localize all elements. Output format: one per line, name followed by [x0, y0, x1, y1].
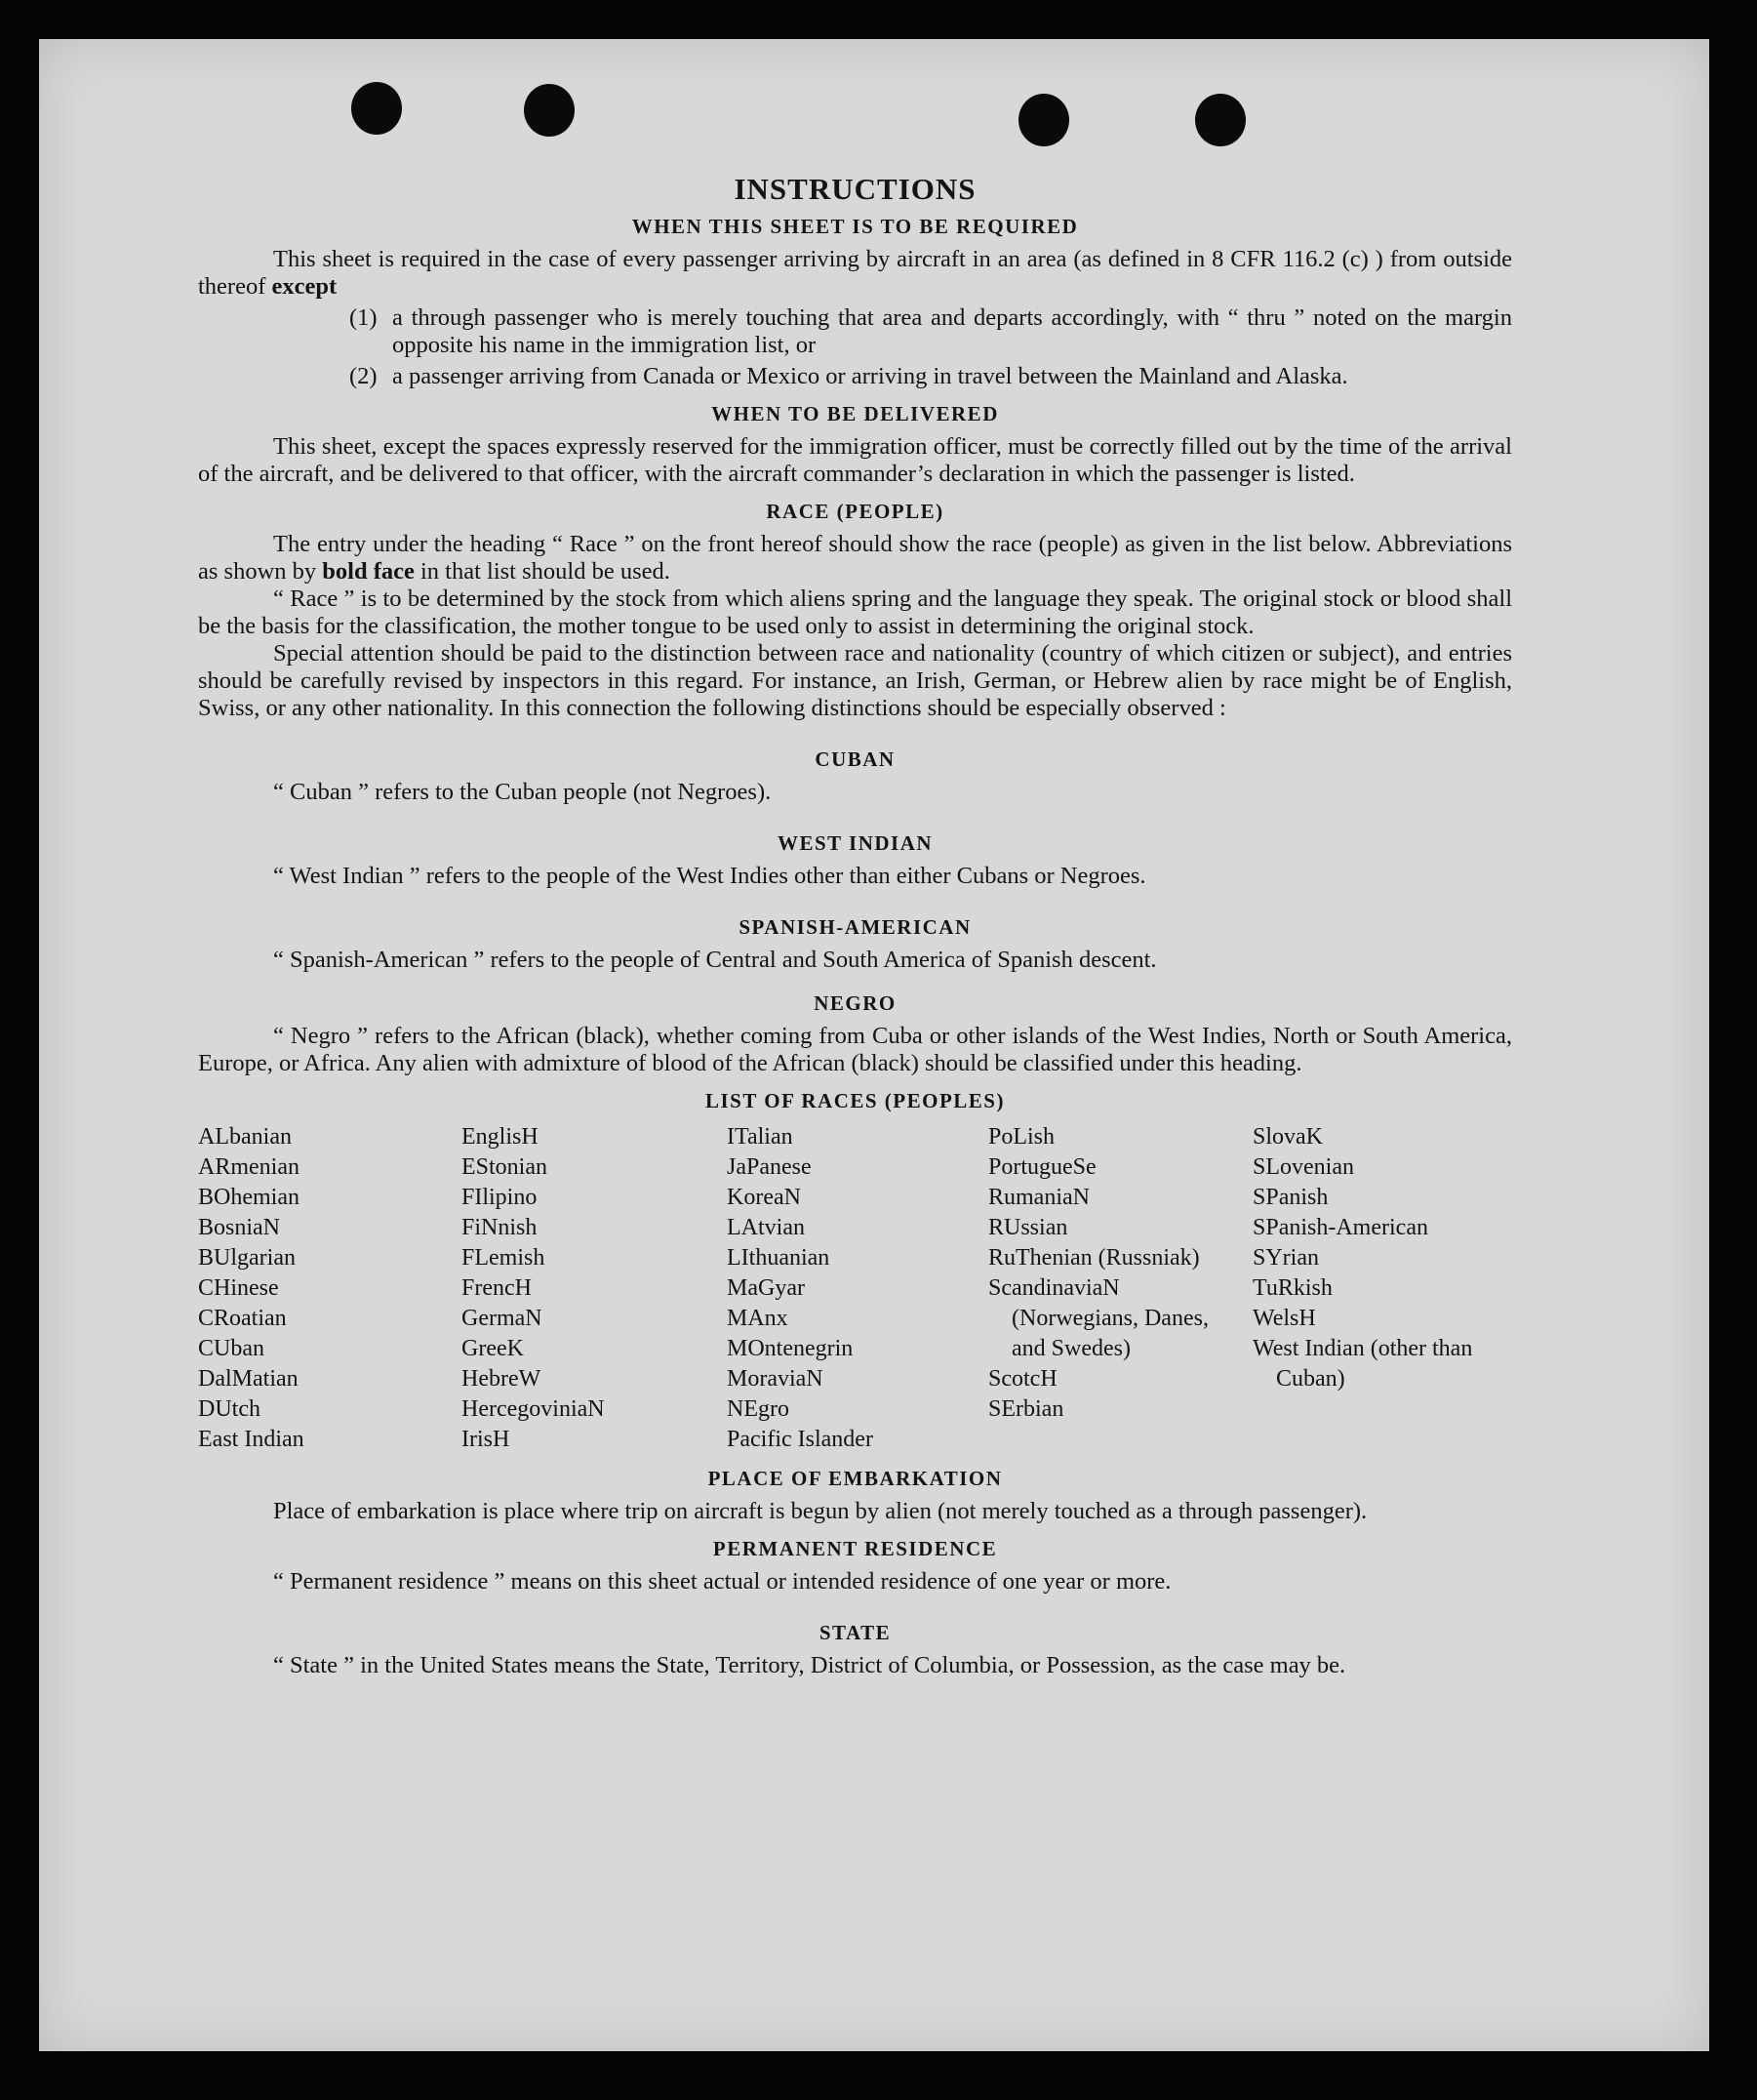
- section-heading-embarkation: PLACE OF EMBARKATION: [707, 1467, 1003, 1490]
- races-column: [1253, 1122, 1512, 1455]
- paragraph-when-required: [198, 246, 1512, 301]
- race-entry: KoreaN: [727, 1185, 801, 1210]
- paragraph-race-3: Special attention should be paid to the distinction between race and nationality (country of which citizen or subject), and entries should be carefully revised by inspectors in this regard. For instance, an Irish, German, or Hebrew alien by race might be of English, Swiss, or any other nationality. In this connection the following distinctions should be especially observed :: [198, 640, 1512, 721]
- paragraph-text: in that list should be used.: [419, 558, 670, 585]
- section-heading-list-of-races: LIST OF RACES (PEOPLES): [705, 1089, 1005, 1112]
- section-heading-race: RACE (PEOPLE): [766, 500, 944, 523]
- paragraph-race-2: “ Race ” is to be determined by the stock from which aliens spring and the language they speak. The original stock or blood shall be the basis for the classification, the mother tongue to be used only to assist in determining the original stock.: [198, 586, 1512, 639]
- race-entry: BosniaN: [198, 1215, 280, 1240]
- race-entry: RumaniaN: [988, 1185, 1090, 1210]
- race-entry: MOntenegrin: [727, 1336, 854, 1361]
- section-heading-when-delivered: WHEN TO BE DELIVERED: [711, 402, 999, 425]
- paragraph-negro: “ Negro ” refers to the African (black), whether coming from Cuba or other islands of the West Indies, North or South America, Europe, or Africa. Any alien with admixture of blood of the African (black) should be classified under this heading.: [198, 1023, 1512, 1076]
- punch-hole: [524, 84, 575, 137]
- race-entry: FiNnish: [461, 1215, 538, 1240]
- race-entry: ScandinaviaN (Norwegians, Danes, and Swedes): [988, 1275, 1209, 1361]
- race-entry: SYrian: [1253, 1245, 1319, 1271]
- race-entry: RuThenian (Russniak): [988, 1245, 1200, 1271]
- races-table: [198, 1122, 1512, 1455]
- race-entry: FLemish: [461, 1245, 545, 1271]
- race-entry: BUlgarian: [198, 1245, 296, 1271]
- section-heading-negro: NEGRO: [814, 991, 897, 1015]
- race-entry: MAnx: [727, 1306, 788, 1331]
- race-entry: East Indian: [198, 1427, 304, 1452]
- race-entry: BOhemian: [198, 1185, 299, 1210]
- paragraph-when-delivered: This sheet, except the spaces expressly reserved for the immigration officer, must be correctly filled out by the time of the arrival of the aircraft, and be delivered to that officer, with the aircraft commander’s declaration in which the passenger is listed.: [198, 433, 1512, 487]
- race-entry: West Indian (other than Cuban): [1253, 1336, 1473, 1392]
- race-entry: SErbian: [988, 1396, 1064, 1422]
- section-heading-state: STATE: [819, 1621, 892, 1644]
- race-entry: ALbanian: [198, 1124, 292, 1150]
- race-entry: LAtvian: [727, 1215, 805, 1240]
- race-entry: EnglisH: [461, 1124, 539, 1150]
- race-entry: CUban: [198, 1336, 264, 1361]
- section-heading-cuban: CUBAN: [815, 747, 896, 771]
- list-item: [349, 363, 1512, 390]
- race-entry: IrisH: [461, 1427, 510, 1452]
- item-text: a through passenger who is merely touching that area and departs accordingly, with “ thru ” noted on the margin opposite his name in the immigration list, or: [392, 304, 1512, 358]
- punch-hole: [1195, 94, 1246, 146]
- races-column: [727, 1122, 988, 1455]
- item-text: a passenger arriving from Canada or Mexico or arriving in travel between the Mainland and Alaska.: [392, 363, 1348, 389]
- paragraph-spanish-american: “ Spanish-American ” refers to the people of Central and South America of Spanish descent.: [273, 947, 1157, 973]
- paragraph-text: This sheet is required in the case of every passenger arriving by aircraft in an area (as defined in 8 CFR 116.2 (c) ) from outside thereof: [198, 246, 1512, 300]
- race-entry: CRoatian: [198, 1306, 287, 1331]
- paragraph-race-1: [198, 531, 1512, 586]
- race-entry: RUssian: [988, 1215, 1068, 1240]
- races-column: [198, 1122, 461, 1455]
- item-number: (1): [349, 304, 378, 331]
- section-heading-residence: PERMANENT RESIDENCE: [712, 1537, 998, 1560]
- race-entry: FIlipino: [461, 1185, 538, 1210]
- race-entry: SLovenian: [1253, 1154, 1354, 1180]
- punch-hole: [351, 82, 402, 135]
- paragraph-embarkation: Place of embarkation is place where trip on aircraft is begun by alien (not merely touched as a through passenger).: [273, 1498, 1368, 1524]
- punch-hole: [1018, 94, 1069, 146]
- paragraph-west-indian: “ West Indian ” refers to the people of the West Indies other than either Cubans or Negroes.: [273, 863, 1146, 889]
- race-entry: JaPanese: [727, 1154, 812, 1180]
- section-heading-when-required: WHEN THIS SHEET IS TO BE REQUIRED: [631, 215, 1079, 238]
- races-column: [461, 1122, 727, 1455]
- race-entry: WelsH: [1253, 1306, 1316, 1331]
- race-entry: CHinese: [198, 1275, 279, 1301]
- race-entry: MoraviaN: [727, 1366, 823, 1392]
- race-entry: TuRkish: [1253, 1275, 1333, 1301]
- race-entry: ITalian: [727, 1124, 793, 1150]
- race-entry: HebreW: [461, 1366, 541, 1392]
- list-item: [349, 304, 1512, 359]
- race-entry: PoLish: [988, 1124, 1056, 1150]
- bold-text: except: [271, 273, 338, 300]
- race-entry: NEgro: [727, 1396, 789, 1422]
- race-entry: DUtch: [198, 1396, 260, 1422]
- race-entry: EStonian: [461, 1154, 547, 1180]
- race-entry: PortugueSe: [988, 1154, 1097, 1180]
- paragraph-residence: “ Permanent residence ” means on this sheet actual or intended residence of one year or more.: [273, 1568, 1172, 1595]
- races-column: [988, 1122, 1253, 1455]
- document-sheet: [39, 39, 1709, 2051]
- race-entry: ScotcH: [988, 1366, 1058, 1392]
- race-entry: SPanish: [1253, 1185, 1329, 1210]
- bold-text: bold face: [322, 558, 415, 585]
- race-entry: SlovaK: [1253, 1124, 1323, 1150]
- instructions-content: [198, 172, 1512, 1679]
- race-entry: MaGyar: [727, 1275, 805, 1301]
- race-entry: LIthuanian: [727, 1245, 830, 1271]
- race-entry: HercegoviniaN: [461, 1396, 605, 1422]
- item-number: (2): [349, 363, 378, 389]
- race-entry: Pacific Islander: [727, 1427, 873, 1452]
- race-entry: GermaN: [461, 1306, 542, 1331]
- race-entry: SPanish-American: [1253, 1215, 1428, 1240]
- race-entry: GreeK: [461, 1336, 524, 1361]
- section-heading-spanish-american: SPANISH-AMERICAN: [739, 915, 972, 939]
- race-entry: FrencH: [461, 1275, 532, 1301]
- paragraph-state: “ State ” in the United States means the State, Territory, District of Columbia, or Possession, as the case may be.: [273, 1652, 1346, 1678]
- page-title: INSTRUCTIONS: [734, 172, 977, 206]
- race-entry: DalMatian: [198, 1366, 299, 1392]
- paragraph-text: The entry under the heading “ Race ” on the front hereof should show the race (people) as given in the list below. Abbreviations as shown by: [198, 531, 1512, 585]
- section-heading-west-indian: WEST INDIAN: [777, 831, 934, 855]
- paragraph-cuban: “ Cuban ” refers to the Cuban people (not Negroes).: [273, 779, 772, 805]
- race-entry: ARmenian: [198, 1154, 299, 1180]
